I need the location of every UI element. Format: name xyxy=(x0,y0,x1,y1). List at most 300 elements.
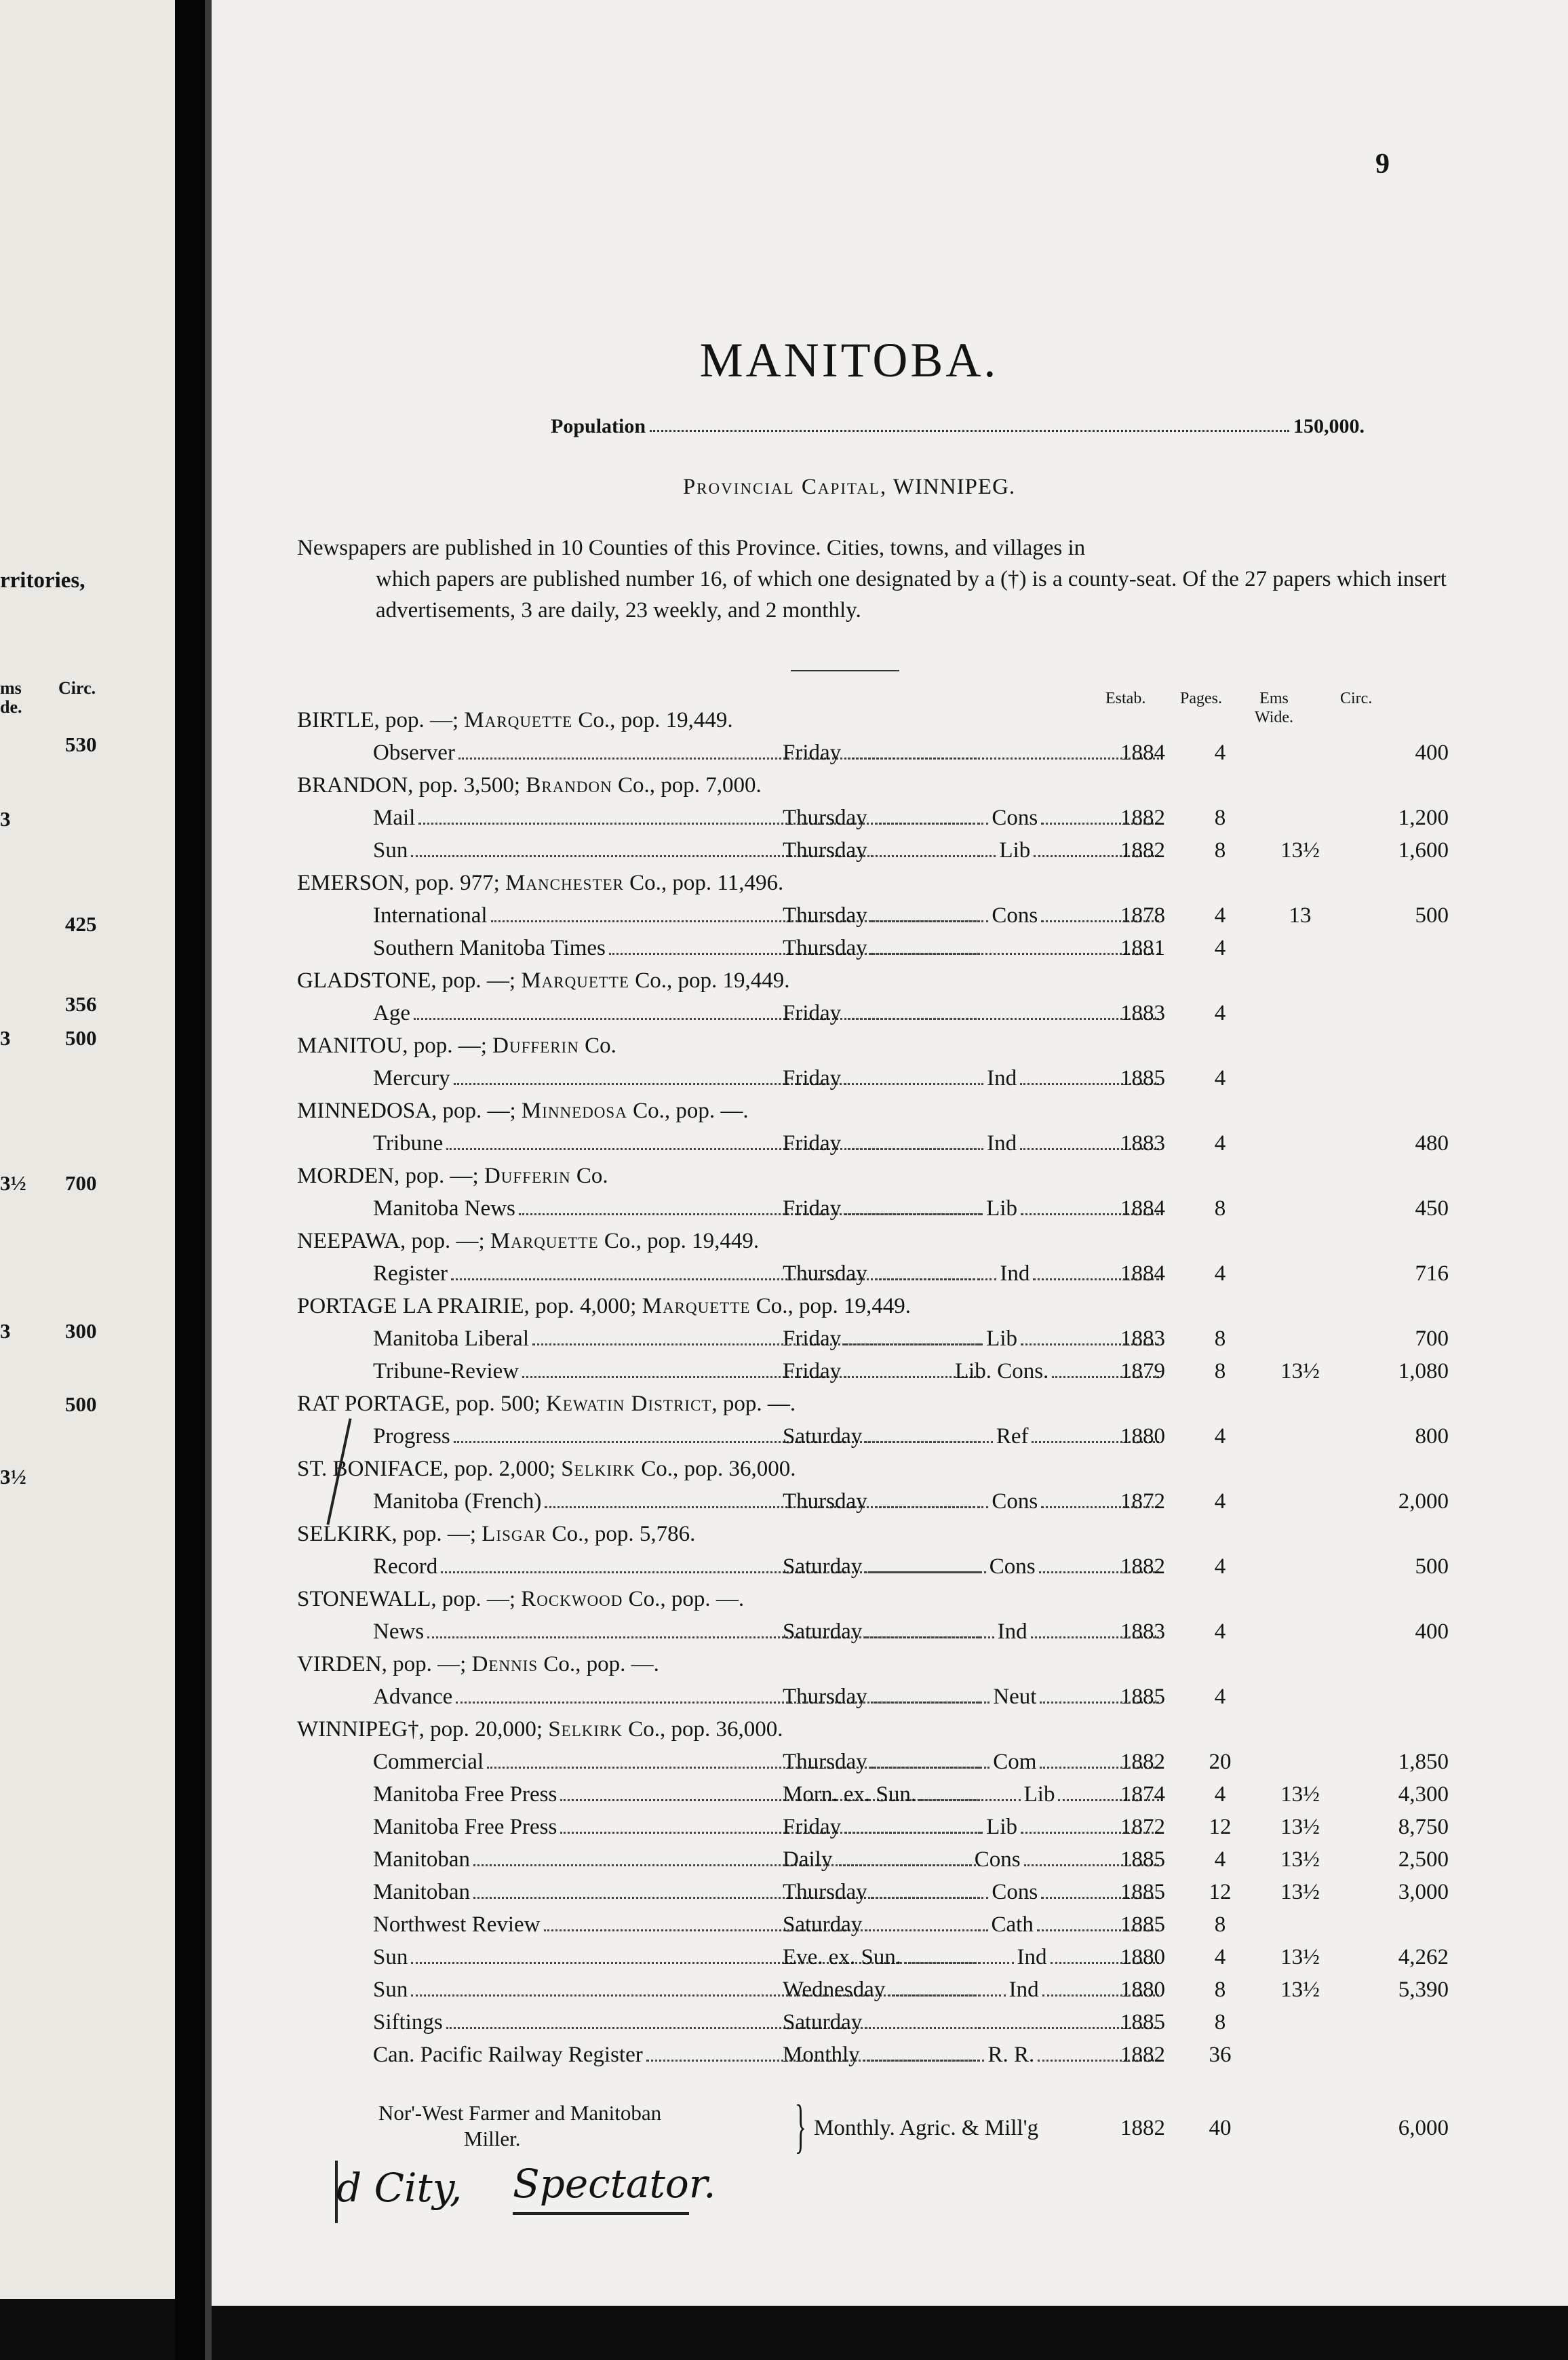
left-page-circ-value: 500 xyxy=(65,1026,97,1050)
leader-dots xyxy=(871,1506,989,1508)
handwritten-word-1: d City, xyxy=(336,2165,463,2211)
circulation: 450 xyxy=(1415,1196,1449,1221)
newspaper-row xyxy=(212,1782,1568,1815)
frequency: Saturday xyxy=(783,1554,863,1579)
paper-name: Manitoba Free Press xyxy=(373,1815,557,1839)
county-name: Marquette xyxy=(464,708,573,732)
frequency-cell xyxy=(783,1978,1162,2003)
frequency: Friday xyxy=(783,741,842,765)
leader-dots xyxy=(844,1083,983,1085)
page-count: 4 xyxy=(1214,1001,1226,1025)
paper-name: Sun xyxy=(373,1978,408,2002)
leader-dots xyxy=(865,2027,1159,2029)
page-count: 8 xyxy=(1214,1359,1226,1383)
established-year: 1885 xyxy=(1120,1847,1165,1872)
brace: } xyxy=(795,2093,806,2159)
place-row xyxy=(212,1229,1568,1261)
established-year: 1885 xyxy=(1120,1880,1165,1904)
politics: Ind xyxy=(1017,1945,1047,1969)
newspaper-row xyxy=(212,741,1568,773)
established-year: 1881 xyxy=(1120,936,1165,960)
leader-dots xyxy=(865,1929,987,1931)
leader-dots xyxy=(844,1832,983,1834)
circulation: 4,300 xyxy=(1398,1782,1449,1807)
frequency-cell xyxy=(783,1619,1162,1645)
leader-dots xyxy=(650,415,1289,432)
leader-dots xyxy=(871,1702,990,1704)
ems-wide: 13½ xyxy=(1280,1978,1320,2002)
left-page-ems-value: 3 xyxy=(0,1319,11,1343)
page-count: 8 xyxy=(1214,1912,1226,1937)
place-row xyxy=(212,708,1568,741)
leader-dots xyxy=(844,1148,983,1150)
frequency: Saturday xyxy=(783,1424,863,1449)
circulation: 716 xyxy=(1415,1261,1449,1286)
frequency-cell xyxy=(783,1131,1162,1156)
page-count: 12 xyxy=(1209,1880,1232,1904)
frequency: Thursday xyxy=(783,903,867,928)
frequency: Saturday xyxy=(783,1619,863,1644)
place-heading xyxy=(297,1652,659,1677)
frequency: Friday xyxy=(783,1815,842,1839)
politics: Ind xyxy=(987,1131,1017,1156)
left-page-circ-value: 700 xyxy=(65,1171,97,1195)
frequency-cell xyxy=(783,2043,1162,2068)
leader-dots xyxy=(844,1343,983,1345)
page-count: 4 xyxy=(1214,903,1226,928)
page-count: 4 xyxy=(1214,1261,1226,1286)
ems-wide: 13½ xyxy=(1280,1359,1320,1383)
left-page-ems-value: 3½ xyxy=(0,1171,26,1195)
place-row xyxy=(212,1294,1568,1326)
frequency-cell xyxy=(783,1424,1162,1449)
leader-dots xyxy=(836,1864,971,1866)
place-heading xyxy=(297,1164,608,1189)
politics: Cath xyxy=(991,1912,1034,1937)
leader-dots xyxy=(871,1897,989,1899)
place-rest: Co., pop. 19,449. xyxy=(572,708,733,732)
leader-dots xyxy=(844,1213,983,1215)
established-year: 1879 xyxy=(1120,1359,1165,1383)
place-row xyxy=(212,1457,1568,1489)
capital-label: Provincial Capital, xyxy=(682,475,888,499)
frequency: Thursday xyxy=(783,936,867,960)
leader-dots xyxy=(844,1376,952,1378)
frequency: Thursday xyxy=(783,1261,867,1286)
frequency: Friday xyxy=(783,1326,842,1351)
politics: Ind xyxy=(997,1619,1027,1644)
page-count: 8 xyxy=(1214,838,1226,863)
frequency-cell xyxy=(783,1554,1162,1579)
book-binding xyxy=(175,0,205,2360)
place-rest: Co., pop. —. xyxy=(627,1099,749,1123)
established-year: 1880 xyxy=(1120,1945,1165,1969)
paper-name: Mail xyxy=(373,806,416,830)
place-row xyxy=(212,1034,1568,1066)
frequency-cell xyxy=(783,1945,1162,1970)
newspaper-row xyxy=(212,1424,1568,1457)
place-rest: Co., pop. 5,786. xyxy=(546,1522,696,1546)
place-rest: Co., pop. —. xyxy=(538,1652,659,1676)
county-name: Rockwood xyxy=(521,1587,623,1611)
frequency: Daily xyxy=(783,1847,833,1872)
newspaper-row xyxy=(212,1750,1568,1782)
place-name: BIRTLE, pop. —; xyxy=(297,708,465,732)
place-rest: Co., pop. 11,496. xyxy=(623,871,784,895)
last-entry-freq: Monthly. Agric. & Mill'g xyxy=(814,2116,1039,2140)
last-entry-circ: 6,000 xyxy=(1398,2116,1449,2140)
paper-name: Manitoba News xyxy=(373,1196,515,1221)
established-year: 1883 xyxy=(1120,1326,1165,1351)
place-name: MANITOU, pop. —; xyxy=(297,1034,493,1058)
place-rest: Co., pop. 7,000. xyxy=(612,773,762,798)
last-entry-line1: Nor'-West Farmer and Manitoban xyxy=(378,2101,662,2125)
col-header-ems-line2: Wide. xyxy=(1255,709,1294,726)
frequency-cell xyxy=(783,1001,1162,1026)
place-heading xyxy=(297,1034,616,1059)
place-row xyxy=(212,773,1568,806)
place-heading xyxy=(297,1099,749,1124)
paper-name: News xyxy=(373,1619,425,1644)
place-name: VIRDEN, pop. —; xyxy=(297,1652,472,1676)
page-count: 4 xyxy=(1214,1847,1226,1872)
capital-line xyxy=(212,475,1487,500)
handwritten-word-2: Spectator. xyxy=(513,2161,716,2207)
newspaper-row xyxy=(212,2010,1568,2043)
politics: Cons xyxy=(989,1554,1036,1579)
frequency: Eve. ex. Sun. xyxy=(783,1945,902,1969)
col-header-circ: Circ. xyxy=(1340,690,1373,707)
paper-name: Sun xyxy=(373,1945,408,1969)
leader-dots xyxy=(871,1767,990,1769)
established-year: 1880 xyxy=(1120,1424,1165,1449)
col-header-ems-line1: Ems xyxy=(1259,690,1289,707)
place-name: WINNIPEG†, pop. 20,000; xyxy=(297,1717,549,1742)
frequency-cell xyxy=(783,741,1162,766)
binding-edge xyxy=(205,0,212,2360)
circulation: 1,080 xyxy=(1398,1359,1449,1383)
circulation: 8,750 xyxy=(1398,1815,1449,1839)
frequency: Saturday xyxy=(783,2010,863,2034)
leader-dots xyxy=(905,1962,1013,1964)
newspaper-row xyxy=(212,1261,1568,1294)
leader-dots xyxy=(871,1278,997,1280)
established-year: 1883 xyxy=(1120,1619,1165,1644)
population-line xyxy=(551,415,1365,438)
place-heading xyxy=(297,1229,759,1254)
page-count: 4 xyxy=(1214,1554,1226,1579)
place-name: GLADSTONE, pop. —; xyxy=(297,968,522,993)
frequency: Friday xyxy=(783,1359,842,1383)
left-page-circ-value: 356 xyxy=(65,992,97,1016)
paper-name: Tribune xyxy=(373,1131,444,1156)
place-heading xyxy=(297,968,790,994)
established-year: 1885 xyxy=(1120,1912,1165,1937)
paper-name: Tribune-Review xyxy=(373,1359,520,1383)
paper-name: Age xyxy=(373,1001,410,1025)
newspaper-row xyxy=(212,838,1568,871)
left-page-circ-value: 530 xyxy=(65,732,97,756)
paper-name: Register xyxy=(373,1261,448,1286)
circulation: 1,200 xyxy=(1398,806,1449,830)
newspaper-row xyxy=(212,1326,1568,1359)
leader-dots xyxy=(871,953,1159,955)
left-page-ems-value: 3 xyxy=(0,1026,11,1050)
place-row xyxy=(212,1164,1568,1196)
newspaper-row xyxy=(212,2043,1568,2075)
politics: Com xyxy=(993,1750,1037,1774)
place-heading xyxy=(297,773,762,798)
place-rest: Co., pop. 19,449. xyxy=(598,1229,760,1253)
paper-name: Manitoba (French) xyxy=(373,1489,542,1514)
county-name: Marquette xyxy=(490,1229,599,1253)
frequency: Friday xyxy=(783,1196,842,1221)
place-name: EMERSON, pop. 977; xyxy=(297,871,506,895)
circulation: 400 xyxy=(1415,1619,1449,1644)
place-rest: Co., pop. 19,449. xyxy=(750,1294,911,1318)
circulation: 700 xyxy=(1415,1326,1449,1351)
newspaper-row xyxy=(212,1131,1568,1164)
paper-name: Manitoban xyxy=(373,1847,470,1872)
established-year: 1882 xyxy=(1120,838,1165,863)
frequency-cell xyxy=(783,1912,1162,1938)
leader-dots xyxy=(865,1636,994,1638)
place-rest: Co. xyxy=(570,1164,608,1188)
place-heading xyxy=(297,1457,796,1482)
population-label: Population xyxy=(551,415,646,437)
place-row xyxy=(212,1652,1568,1685)
county-name: Kewatin District xyxy=(545,1392,712,1416)
place-row xyxy=(212,1587,1568,1619)
frequency-cell xyxy=(783,1359,1162,1384)
place-row xyxy=(212,1392,1568,1424)
place-row xyxy=(212,1099,1568,1131)
paper-name: Observer xyxy=(373,741,455,765)
frequency: Friday xyxy=(783,1131,842,1156)
circulation: 3,000 xyxy=(1398,1880,1449,1904)
frequency: Thursday xyxy=(783,1750,867,1774)
circulation: 1,850 xyxy=(1398,1750,1449,1774)
paper-name: Progress xyxy=(373,1424,450,1449)
frequency-cell xyxy=(783,1685,1162,1710)
established-year: 1878 xyxy=(1120,903,1165,928)
politics: Ind xyxy=(1008,1978,1039,2002)
newspaper-row xyxy=(212,806,1568,838)
page-count: 4 xyxy=(1214,936,1226,960)
population-value: 150,000. xyxy=(1293,415,1365,437)
left-page-circ-value: 500 xyxy=(65,1392,97,1416)
frequency-cell xyxy=(783,1326,1162,1352)
county-name: Dufferin xyxy=(484,1164,571,1188)
intro-rest: which papers are published number 16, of which one designated by a (†) is a county-seat. Of the 27 papers which insert advertisements, 3 are daily, 23 weekly, and 2 monthly. xyxy=(376,567,1447,623)
last-entry-estab: 1882 xyxy=(1120,2116,1165,2140)
politics: Lib xyxy=(986,1196,1017,1221)
place-name: SELKIRK, pop. —; xyxy=(297,1522,482,1546)
frequency-cell xyxy=(783,1489,1162,1514)
left-page-circ-value: 300 xyxy=(65,1319,97,1343)
established-year: 1883 xyxy=(1120,1001,1165,1025)
established-year: 1884 xyxy=(1120,1196,1165,1221)
page-count: 36 xyxy=(1209,2043,1232,2067)
frequency: Friday xyxy=(783,1066,842,1090)
paper-name: Manitoba Liberal xyxy=(373,1326,530,1351)
frequency: Thursday xyxy=(783,1880,867,1904)
county-name: Brandon xyxy=(526,773,612,798)
politics: Ind xyxy=(1000,1261,1030,1286)
place-heading xyxy=(297,1294,911,1319)
frequency-cell xyxy=(783,1066,1162,1091)
politics: Lib xyxy=(986,1815,1017,1839)
politics: Neut xyxy=(993,1685,1037,1709)
established-year: 1885 xyxy=(1120,1685,1165,1709)
established-year: 1884 xyxy=(1120,741,1165,765)
intro-paragraph xyxy=(297,532,1491,626)
place-row xyxy=(212,871,1568,903)
frequency: Friday xyxy=(783,1001,842,1025)
established-year: 1882 xyxy=(1120,2043,1165,2067)
left-facing-page xyxy=(0,0,178,2299)
frequency: Thursday xyxy=(783,1489,867,1514)
county-name: Selkirk xyxy=(561,1457,635,1481)
established-year: 1885 xyxy=(1120,2010,1165,2034)
politics: Cons xyxy=(992,1489,1038,1514)
leader-dots xyxy=(863,2060,985,2062)
page-count: 4 xyxy=(1214,1782,1226,1807)
paper-name: Advance xyxy=(373,1685,453,1709)
frequency-cell xyxy=(783,903,1162,928)
left-page-circ-value: 425 xyxy=(65,912,97,936)
newspaper-row xyxy=(212,1685,1568,1717)
page-count: 4 xyxy=(1214,1619,1226,1644)
politics: R. R. xyxy=(987,2043,1035,2067)
ems-wide: 13½ xyxy=(1280,1815,1320,1839)
county-name: Marquette xyxy=(521,968,630,993)
established-year: 1882 xyxy=(1120,1554,1165,1579)
paper-name: Manitoba Free Press xyxy=(373,1782,557,1807)
paper-name: Can. Pacific Railway Register xyxy=(373,2043,643,2067)
newspaper-row xyxy=(212,1554,1568,1587)
page-count: 8 xyxy=(1214,1978,1226,2002)
capital-name: WINNIPEG. xyxy=(893,475,1016,499)
frequency-cell xyxy=(783,1815,1162,1840)
politics: Lib xyxy=(999,838,1031,863)
circulation: 500 xyxy=(1415,903,1449,928)
col-header-estab: Estab. xyxy=(1105,690,1146,707)
place-rest: Co., pop. 19,449. xyxy=(629,968,790,993)
paper-name: Sun xyxy=(373,838,408,863)
established-year: 1872 xyxy=(1120,1815,1165,1839)
place-rest: Co., pop. 36,000. xyxy=(635,1457,796,1481)
frequency-cell xyxy=(783,1880,1162,1905)
frequency: Thursday xyxy=(783,806,867,830)
leader-dots xyxy=(865,1571,985,1573)
place-rest: Co., pop. —. xyxy=(623,1587,745,1611)
paper-name: Northwest Review xyxy=(373,1912,541,1937)
place-heading xyxy=(297,1522,695,1547)
circulation: 480 xyxy=(1415,1131,1449,1156)
frequency: Saturday xyxy=(783,1912,863,1937)
frequency: Monthly xyxy=(783,2043,860,2067)
leader-dots xyxy=(871,823,989,825)
leader-dots xyxy=(920,1799,1021,1801)
left-page-col-circ: Circ. xyxy=(58,678,96,698)
frequency: Thursday xyxy=(783,838,867,863)
page-count: 4 xyxy=(1214,1945,1226,1969)
frequency: Thursday xyxy=(783,1685,867,1709)
left-page-heading: rritories, xyxy=(0,568,85,593)
frequency-cell xyxy=(783,2010,1162,2035)
circulation: 500 xyxy=(1415,1554,1449,1579)
ems-wide: 13½ xyxy=(1280,1847,1320,1872)
politics: Cons xyxy=(992,1880,1038,1904)
established-year: 1884 xyxy=(1120,1261,1165,1286)
newspaper-row xyxy=(212,903,1568,936)
intro-first-line: Newspapers are published in 10 Counties of this Province. Cities, towns, and villages in xyxy=(297,536,1086,560)
page-count: 4 xyxy=(1214,1131,1226,1156)
county-name: Dennis xyxy=(471,1652,538,1676)
place-name: STONEWALL, pop. —; xyxy=(297,1587,522,1611)
ems-wide: 13 xyxy=(1289,903,1312,928)
leader-dots xyxy=(888,1994,1005,1997)
place-heading xyxy=(297,1392,796,1417)
place-name: MORDEN, pop. —; xyxy=(297,1164,484,1188)
place-name: MINNEDOSA, pop. —; xyxy=(297,1099,522,1123)
politics: Ref xyxy=(996,1424,1029,1449)
page-count: 8 xyxy=(1214,1326,1226,1351)
leader-dots xyxy=(871,855,996,857)
newspaper-row xyxy=(212,936,1568,968)
place-name: PORTAGE LA PRAIRIE, pop. 4,000; xyxy=(297,1294,642,1318)
circulation: 5,390 xyxy=(1398,1978,1449,2002)
place-rest: , pop. —. xyxy=(711,1392,796,1416)
place-rest: Co., pop. 36,000. xyxy=(622,1717,783,1742)
frequency: Morn. ex. Sun. xyxy=(783,1782,917,1807)
place-row xyxy=(212,968,1568,1001)
paper-name: Southern Manitoba Times xyxy=(373,936,606,960)
frequency-cell xyxy=(783,1782,1162,1807)
col-header-pages: Pages. xyxy=(1180,690,1222,707)
paper-name: International xyxy=(373,903,488,928)
county-name: Selkirk xyxy=(548,1717,623,1742)
established-year: 1883 xyxy=(1120,1131,1165,1156)
newspaper-row xyxy=(212,1489,1568,1522)
place-name: RAT PORTAGE, pop. 500; xyxy=(297,1392,546,1416)
newspaper-row xyxy=(212,1196,1568,1229)
circulation: 2,500 xyxy=(1398,1847,1449,1872)
newspaper-row xyxy=(212,1001,1568,1034)
frequency-cell xyxy=(783,806,1162,831)
place-rest: Co. xyxy=(579,1034,616,1058)
place-row xyxy=(212,1717,1568,1750)
place-row xyxy=(212,1522,1568,1554)
page-count: 4 xyxy=(1214,1066,1226,1090)
leader-dots xyxy=(844,758,1159,760)
established-year: 1874 xyxy=(1120,1782,1165,1807)
established-year: 1882 xyxy=(1120,806,1165,830)
page-count: 4 xyxy=(1214,1685,1226,1709)
established-year: 1885 xyxy=(1120,1066,1165,1090)
newspaper-row xyxy=(212,1847,1568,1880)
frequency: Wednesday xyxy=(783,1978,886,2002)
newspaper-row xyxy=(212,1359,1568,1392)
county-name: Minnedosa xyxy=(521,1099,627,1123)
paper-name: Commercial xyxy=(373,1750,484,1774)
frequency-cell xyxy=(783,1196,1162,1221)
ems-wide: 13½ xyxy=(1280,1945,1320,1969)
circulation: 400 xyxy=(1415,741,1449,765)
established-year: 1882 xyxy=(1120,1750,1165,1774)
circulation: 1,600 xyxy=(1398,838,1449,863)
